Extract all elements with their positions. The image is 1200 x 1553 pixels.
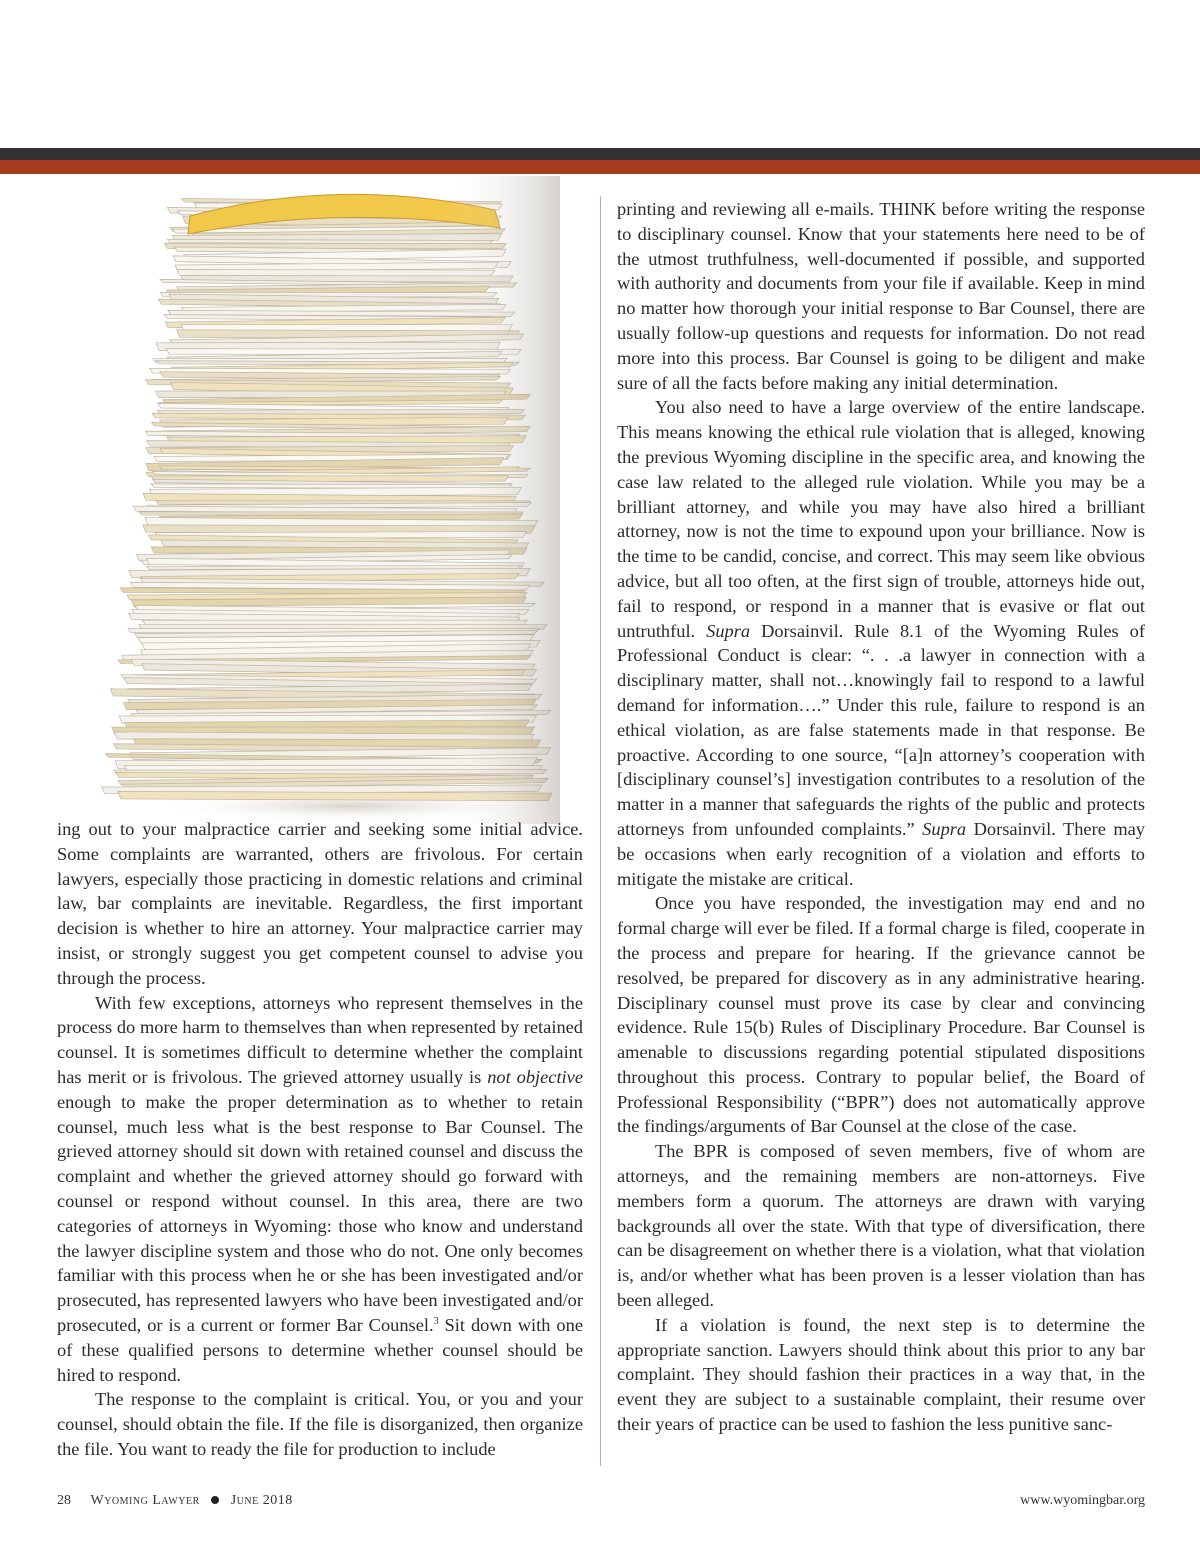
paragraph: If a violation is found, the next step is to determine the appropriate sanction. Lawyers should think about this prior to any bar complaint. They should fashion their practices in a way that, in the event they are subject to a sustainable complaint, their resume over their years of practice can be used to fashion the less punitive sanc- <box>617 1314 1145 1435</box>
magazine-name: Wyoming Lawyer <box>90 1493 200 1508</box>
left-column <box>57 817 583 1462</box>
footnote-ref: 3 <box>433 1315 439 1327</box>
header-stripe-rust <box>0 160 1200 174</box>
emphasis: Supra <box>922 818 967 839</box>
paragraph: The BPR is composed of seven members, five of whom are attorneys, and the remaining members are non-attorneys. Five members form a quorum. The attorneys are drawn with varying backgrounds all over the state. With that type of diversification, there can be disagreement on whether there is a violation, what that violation is, and/or whether what has been proven is a lesser violation than has been alleged. <box>617 1141 1145 1311</box>
paragraph: The response to the complaint is critical. You, or you and your counsel, should obtain the file. If the file is disorganized, then organize the file. You want to ready the file for production to include <box>57 1389 583 1459</box>
paragraph: You also need to have a large overview of the entire landscape. This means knowing the ethical rule violation that is alleged, knowing the previous Wyoming discipline in the specific area, and knowing the case law related to the alleged rule violation. While you may be a brilliant attorney, and while you may have also hired a brilliant attorney, now is not the time to expound upon your brilliance. Now is the time to be candid, concise, and correct. This may seem like obvious advice, but all too often, at the first sign of trouble, attorneys hide out, fail to respond, or respond in a manner that is evasive or flat out untruthful. Supra Dorsainvil. Rule 8.1 of the Wyoming Rules of Professional Conduct is clear: “. . .a lawyer in connection with a disciplinary matter, shall not…knowingly fail to respond to a lawful demand for information….” Under this rule, failure to respond is an ethical violation, as are false statements made in that response. Be proactive. According to one source, “[a]n attorney’s cooperation with [disciplinary counsel’s] investigation contributes to a resolution of the matter in a manner that safeguards the rights of the public and protects attorneys from unfounded complaints.” Supra Dorsainvil. There may be occasions when early recognition of a violation and efforts to mitigate the mistake are critical. <box>617 397 1146 889</box>
header-stripe-dark <box>0 148 1200 160</box>
page-number: 28 <box>57 1493 71 1508</box>
website-link[interactable]: www.wyomingbar.org <box>1020 1493 1145 1508</box>
issue-date: June 2018 <box>230 1493 293 1508</box>
emphasis: not objective <box>487 1066 583 1087</box>
paragraph: printing and reviewing all e-mails. THINK before writing the response to disciplinary counsel. Know that your statements here need to be of the utmost truthfulness, well-documented if possible, and supported with authority and documents from your file if available. Keep in mind no matter how thorough your initial response to Bar Counsel, there are usually follow-up questions and requests for information. Do not read more into this process. Bar Counsel is going to be diligent and make sure of all the facts before making any initial determination. <box>617 199 1145 393</box>
page-footer <box>57 1493 1145 1513</box>
paper-stack-image <box>100 176 560 824</box>
column-divider <box>600 196 601 1466</box>
paragraph: Once you have responded, the investigation may end and no formal charge will ever be filed. If a formal charge is filed, cooperate in the process and prepare for hearing. If the grievance cannot be resolved, be prepared for discovery as in any administrative hearing. Disciplinary counsel must prove its case by clear and convincing evidence. Rule 15(b) Rules of Disciplinary Procedure. Bar Counsel is amenable to discussions regarding potential stipulated dispositions throughout this process. Contrary to popular belief, the Board of Professional Responsibility (“BPR”) does not automatically approve the findings/arguments of Bar Counsel at the close of the case. <box>617 893 1145 1137</box>
paragraph: With few exceptions, attorneys who represent themselves in the process do more harm to themselves than when represented by retained counsel. It is sometimes difficult to determine whether the complaint has merit or is frivolous. The grieved attorney usually is not objective enough to make the proper determination as to whether to retain counsel, much less what is the best response to Bar Counsel. The grieved attorney should sit down with retained counsel and discuss the complaint and whether the grieved attorney should go forward with counsel or respond without counsel. In this area, there are two categories of attorneys in Wyoming: those who know and understand the lawyer discipline system and those who do not. One only becomes familiar with this process when he or she has been investigated and/or prosecuted, has represented lawyers who have been investigated and/or prosecuted, or is a current or former Bar Counsel.$^3$ Sit down with one of these qualified persons to determine whether counsel should be hired to respond. <box>57 992 583 1385</box>
bullet-icon <box>211 1496 219 1504</box>
paragraph: ing out to your malpractice carrier and seeking some initial advice. Some complaints are warranted, others are frivolous. For certain lawyers, especially those practicing in domestic relations and criminal law, bar complaints are inevitable. Regardless, the first important decision is whether to hire an attorney. Your malpractice carrier may insist, or strongly suggest you get competent counsel to advise you through the process. <box>57 819 583 988</box>
emphasis: Supra <box>706 620 751 641</box>
right-column <box>617 197 1145 1437</box>
